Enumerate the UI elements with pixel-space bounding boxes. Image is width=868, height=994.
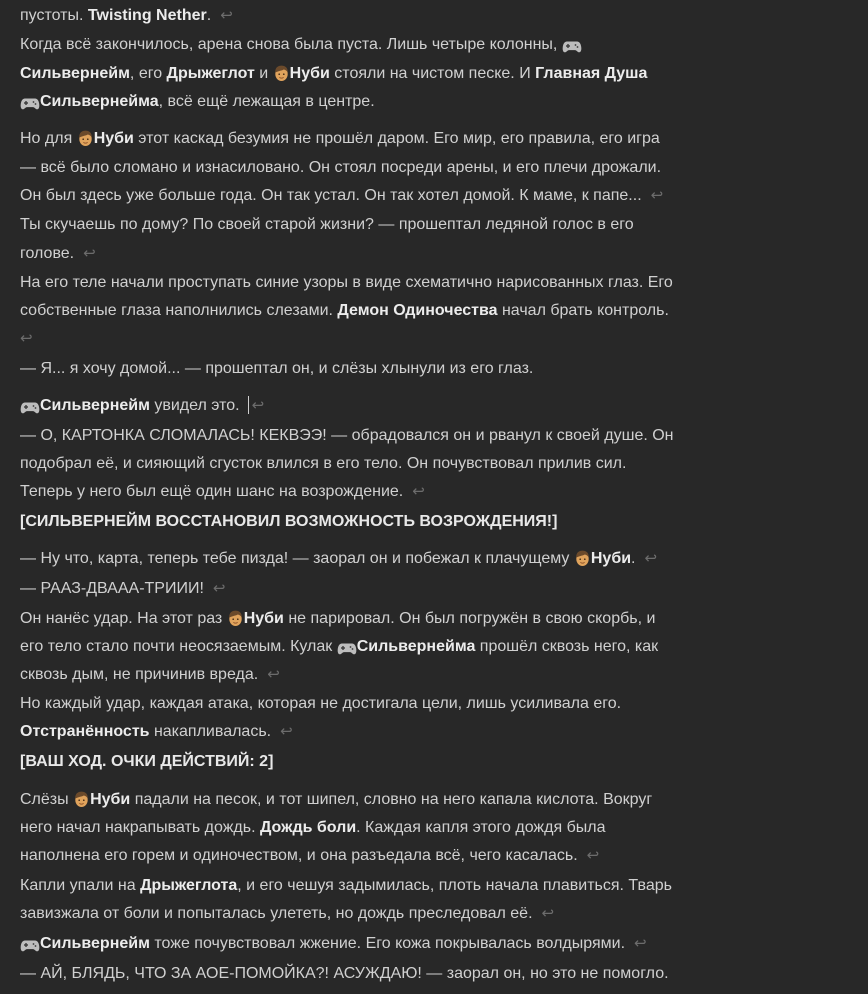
paragraph-line[interactable] <box>20 31 856 59</box>
text-run: Когда всё закончилось, арена снова была пуста. Лишь четыре колонны, <box>20 36 562 53</box>
bold-name: Демон Одиночества <box>337 302 498 319</box>
paragraph-line[interactable] <box>20 960 856 988</box>
face-emoji-icon <box>77 129 94 147</box>
gamepad-icon <box>20 939 40 953</box>
text-run: Он был здесь уже больше года. Он так устал. Он так хотел домой. К маме, к папе... <box>20 187 642 204</box>
text-run: пустоты. <box>20 7 88 24</box>
text-run: . <box>631 550 636 567</box>
text-run: Капли упали на <box>20 877 141 894</box>
text-run: собственные глаза наполнились слезами. <box>20 302 338 319</box>
paragraph-line[interactable] <box>20 748 856 776</box>
text-run: прошёл сквозь него, как <box>475 638 659 655</box>
text-run: — АЙ, БЛЯДЬ, ЧТО ЗА АОЕ-ПОМОЙКА?! АСУЖДАЮ! — заорал он, но это не помогло. <box>20 965 669 982</box>
text-run: накапливалась. <box>149 723 272 740</box>
paragraph-line[interactable] <box>20 125 856 153</box>
paragraph-line[interactable] <box>20 2 856 30</box>
bold-name: Сильвернейма <box>356 638 476 655</box>
text-run: голове. <box>20 245 75 262</box>
bold-name: Сильвернейм <box>20 65 130 82</box>
paragraph-line[interactable] <box>20 269 856 297</box>
text-run: его тело стало почти неосязаемым. Кулак <box>20 638 337 655</box>
text-run: подобрал её, и сияющий сгусток влился в его тело. Он почувствовал прилив сил. <box>20 455 627 472</box>
text-run: — всё было сломано и изнасиловано. Он стоял посреди арены, и его плечи дрожали. <box>20 159 662 176</box>
text-run: стояли на чистом песке. И <box>329 65 536 82</box>
face-emoji-icon <box>73 790 90 808</box>
text-run: , всё ещё лежащая в центре. <box>158 93 375 110</box>
text-run: Он нанёс удар. На этот раз <box>20 610 227 627</box>
text-run: завизжала от боли и попыталась улететь, но дождь преследовал её. <box>20 905 533 922</box>
paragraph-line[interactable] <box>20 60 856 88</box>
text-run: этот каскад безумия не прошёл даром. Его мир, его правила, его игра <box>133 130 660 147</box>
paragraph-line[interactable] <box>20 872 856 900</box>
paragraph-line[interactable] <box>20 508 856 536</box>
bold-name: Нуби <box>289 65 330 82</box>
bold-name: Нуби <box>590 550 632 567</box>
newline-marker-icon: ↩ <box>650 187 664 204</box>
paragraph-line[interactable] <box>20 154 856 182</box>
text-run: тоже почувствовал жжение. Его кожа покрывалась волдырями. <box>149 935 626 952</box>
gamepad-icon <box>337 642 357 656</box>
bold-name: Сильвернейма <box>40 93 159 110</box>
paragraph-line[interactable] <box>20 661 856 689</box>
paragraph-line[interactable] <box>20 450 856 478</box>
text-run: начал брать контроль. <box>497 302 669 319</box>
newline-marker-icon: ↩ <box>280 723 293 740</box>
paragraph-line[interactable] <box>20 211 856 239</box>
paragraph-line[interactable] <box>20 355 856 383</box>
newline-marker-icon: ↩ <box>634 935 647 952</box>
bold-name: Сильвернейм <box>40 397 150 414</box>
text-run: сквозь дым, не причинив вреда. <box>20 666 259 683</box>
text-run: него начал накрапывать дождь. <box>20 819 260 836</box>
paragraph-line[interactable] <box>20 182 856 210</box>
newline-marker-icon: ↩ <box>267 666 280 683</box>
newline-marker-icon: ↩ <box>212 580 226 597</box>
newline-marker-icon: ↩ <box>644 550 658 567</box>
paragraph-line[interactable] <box>20 478 856 506</box>
bold-name: Дождь боли <box>259 819 357 836</box>
face-emoji-icon <box>273 64 290 82</box>
text-cursor <box>248 396 249 414</box>
text-run: . <box>206 7 212 24</box>
newline-marker-icon: ↩ <box>220 7 233 24</box>
system-message: [СИЛЬВЕРНЕЙМ ВОССТАНОВИЛ ВОЗМОЖНОСТЬ ВОЗРОЖДЕНИЯ!] <box>20 513 558 530</box>
bold-name: Twisting Nether <box>87 7 207 24</box>
text-run: — Я... я хочу домой... — прошептал он, и слёзы хлынули из его глаз. <box>20 360 534 377</box>
paragraph-line[interactable] <box>20 575 856 603</box>
text-run: не парировал. Он был погружён в свою скорбь, и <box>283 610 656 627</box>
paragraph-line[interactable] <box>20 297 856 325</box>
gamepad-icon <box>20 97 40 111</box>
paragraph-line[interactable] <box>20 718 856 746</box>
text-run: — О, КАРТОНКА СЛОМАЛАСЬ! КЕКВЭЭ! — обрадовался он и рванул к своей душе. Он <box>20 427 674 444</box>
bold-name: Нуби <box>90 791 131 808</box>
text-run: наполнена его горем и одиночеством, и она разъедала всё, чего касалась. <box>20 847 578 864</box>
paragraph-line[interactable] <box>20 842 856 870</box>
text-run: Но каждый удар, каждая атака, которая не достигала цели, лишь усиливала его. <box>20 695 622 712</box>
paragraph-line[interactable] <box>20 690 856 718</box>
system-message: [ВАШ ХОД. ОЧКИ ДЕЙСТВИЙ: 2] <box>20 753 274 770</box>
paragraph-line[interactable] <box>20 392 856 420</box>
newline-marker-icon: ↩ <box>541 905 555 922</box>
text-run: Слёзы <box>20 791 74 808</box>
text-run: Ты скучаешь по дому? По своей старой жизни? — прошептал ледяной голос в его <box>20 216 634 233</box>
bold-name: Главная Душа <box>535 65 648 82</box>
bold-name: Дрыжеглот <box>166 65 255 82</box>
paragraph-line[interactable] <box>20 422 856 450</box>
text-run: На его теле начали проступать синие узоры в виде схематично нарисованных глаз. Его <box>20 274 673 291</box>
text-run: Но для <box>20 130 77 147</box>
newline-marker-icon: ↩ <box>586 847 600 864</box>
bold-name: Дрыжеглота <box>140 877 238 894</box>
paragraph-line[interactable] <box>20 605 856 633</box>
text-run: и <box>254 65 273 82</box>
paragraph-line[interactable] <box>20 900 856 928</box>
gamepad-icon <box>562 40 582 54</box>
paragraph-line[interactable] <box>20 633 856 661</box>
paragraph-line[interactable] <box>20 786 856 814</box>
bold-name: Отстранённость <box>20 723 150 740</box>
paragraph-line[interactable] <box>20 88 856 116</box>
text-run: . Каждая капля этого дождя была <box>356 819 606 836</box>
text-run: — РААЗ-ДВААА-ТРИИИ! <box>20 580 204 597</box>
bold-name: Сильвернейм <box>40 935 150 952</box>
face-emoji-icon <box>574 549 591 567</box>
newline-marker-icon: ↩ <box>83 245 96 262</box>
text-run: , его <box>129 65 167 82</box>
gamepad-icon <box>20 401 40 415</box>
text-run: — Ну что, карта, теперь тебе пизда! — заорал он и побежал к плачущему <box>20 550 574 567</box>
text-run: Теперь у него был ещё один шанс на возрождение. <box>20 483 404 500</box>
bold-name: Нуби <box>243 610 284 627</box>
newline-marker-icon: ↩ <box>412 483 425 500</box>
paragraph-line[interactable] <box>20 545 856 573</box>
newline-marker-icon: ↩ <box>20 330 33 347</box>
newline-marker-icon: ↩ <box>251 397 265 414</box>
bold-name: Нуби <box>93 130 134 147</box>
text-run: увидел это. <box>149 397 240 414</box>
paragraph-line[interactable] <box>20 240 856 268</box>
paragraph-line[interactable] <box>20 930 856 958</box>
paragraph-line[interactable] <box>20 814 856 842</box>
text-run: , и его чешуя задымилась, плоть начала плавиться. Тварь <box>237 877 672 894</box>
face-emoji-icon <box>227 609 244 627</box>
text-run: падали на песок, и тот шипел, словно на него капала кислота. Вокруг <box>130 791 653 808</box>
paragraph-line[interactable] <box>20 325 856 353</box>
